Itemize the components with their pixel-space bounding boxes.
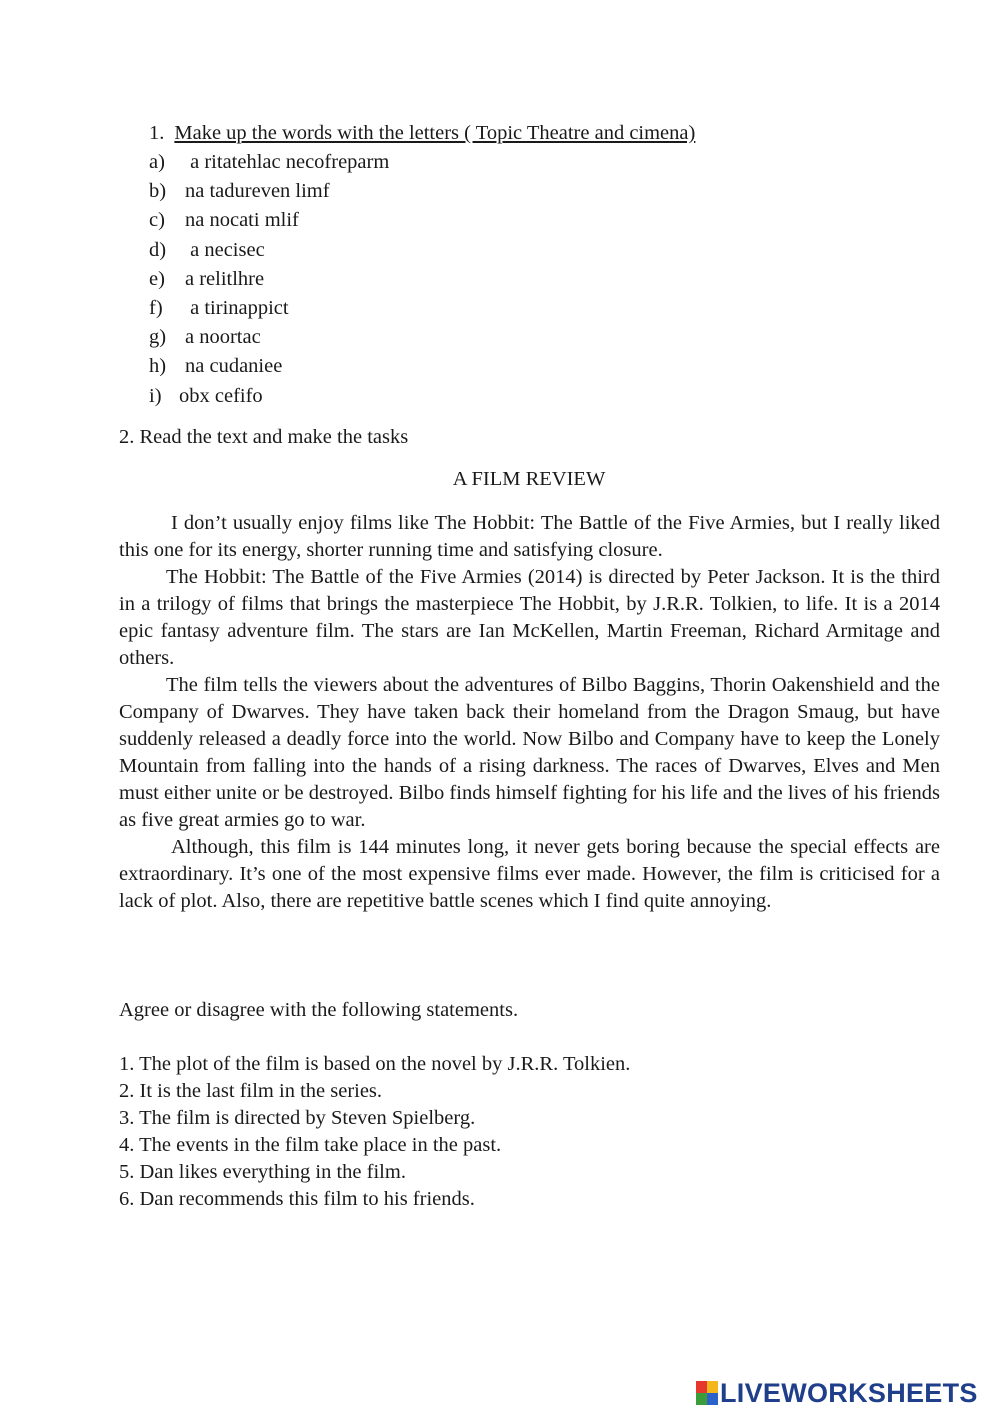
anagram-item xyxy=(149,383,389,412)
anagram-text: a relitlhre xyxy=(185,267,265,290)
liveworksheets-logo-icon xyxy=(696,1381,718,1405)
logo-square-icon xyxy=(696,1381,707,1393)
logo-square-icon xyxy=(707,1381,718,1393)
anagram-item xyxy=(149,237,389,266)
statement-item: 1. The plot of the film is based on the novel by J.R.R. Tolkien. xyxy=(119,1053,631,1075)
statements-intro: Agree or disagree with the following statements. xyxy=(119,999,519,1021)
anagram-text: obx cefifo xyxy=(179,384,263,407)
anagram-letter: c) xyxy=(149,209,165,232)
brand-name: LIVEWORKSHEETS xyxy=(720,1378,978,1408)
review-paragraph: I don’t usually enjoy films like The Hobbit: The Battle of the Five Armies, but I really liked this one for its energy, shorter running time and satisfying closure. xyxy=(119,512,940,561)
statement-item: 6. Dan recommends this film to his friends. xyxy=(119,1188,475,1210)
logo-square-icon xyxy=(696,1393,707,1405)
anagram-letter: d) xyxy=(149,238,167,261)
anagram-text: a tirinappict xyxy=(185,296,289,319)
review-paragraph: The film tells the viewers about the adventures of Bilbo Baggins, Thorin Oakenshield and the Company of Dwarves. They have taken back their homeland from the Dragon Smaug, but have suddenly released a deadly force into the world. Now Bilbo and Company have to keep the Lonely Mountain from falling into the hands of a rising darkness. The races of Dwarves, Elves and Men must either unite or be destroyed. Bilbo finds himself fighting for his life and the lives of his friends as five great armies go to war. xyxy=(119,674,940,831)
anagram-letter: g) xyxy=(149,326,167,349)
anagram-letter: f) xyxy=(149,296,163,319)
anagram-item xyxy=(149,266,389,295)
statement-item: 5. Dan likes everything in the film. xyxy=(119,1161,406,1183)
anagram-text: a ritatehlac necofreparm xyxy=(185,151,390,173)
anagram-text: na tadureven limf xyxy=(185,180,330,203)
review-paragraph: The Hobbit: The Battle of the Five Armies (2014) is directed by Peter Jackson. It is the third in a trilogy of films that brings the masterpiece The Hobbit, by J.R.R. Tolkien, to life. It is a 2014 epic fantasy adventure film. The stars are Ian McKellen, Martin Freeman, Richard Armitage and others. xyxy=(119,566,940,669)
statement-item: 3. The film is directed by Steven Spielberg. xyxy=(119,1107,476,1129)
anagram-letter: b) xyxy=(149,180,167,203)
task1-title: Make up the words with the letters ( Topic Theatre and cimena) xyxy=(174,122,696,144)
anagram-item xyxy=(149,207,389,236)
task2-heading: 2. Read the text and make the tasks xyxy=(119,426,409,448)
anagram-text: a necisec xyxy=(185,238,265,261)
anagram-letter: a) xyxy=(149,151,165,173)
liveworksheets-brand xyxy=(696,1378,978,1408)
anagram-item xyxy=(149,324,389,353)
review-title: A FILM REVIEW xyxy=(452,468,606,490)
anagram-item xyxy=(149,178,389,207)
anagram-letter: h) xyxy=(149,355,167,378)
anagram-text: na cudaniee xyxy=(185,355,283,378)
anagram-list xyxy=(149,149,389,412)
task1-heading xyxy=(149,120,695,146)
anagram-item xyxy=(149,149,389,178)
statement-list xyxy=(119,1051,630,1213)
anagram-text: na nocati mlif xyxy=(185,209,299,232)
logo-square-icon xyxy=(707,1393,718,1405)
review-paragraph: Although, this film is 144 minutes long, it never gets boring because the special effects are extraordinary. It’s one of the most expensive films ever made. However, the film is criticised for a lack of plot. Also, there are repetitive battle scenes which I find quite annoying. xyxy=(119,836,940,912)
statement-item: 2. It is the last film in the series. xyxy=(119,1080,383,1102)
anagram-letter: i) xyxy=(149,384,162,407)
anagram-text: a noortac xyxy=(185,326,261,349)
task1-number: 1. xyxy=(149,122,165,144)
statement-item: 4. The events in the film take place in the past. xyxy=(119,1134,502,1156)
anagram-item xyxy=(149,353,389,382)
anagram-item xyxy=(149,295,389,324)
review-text xyxy=(119,510,940,915)
anagram-letter: e) xyxy=(149,267,165,290)
